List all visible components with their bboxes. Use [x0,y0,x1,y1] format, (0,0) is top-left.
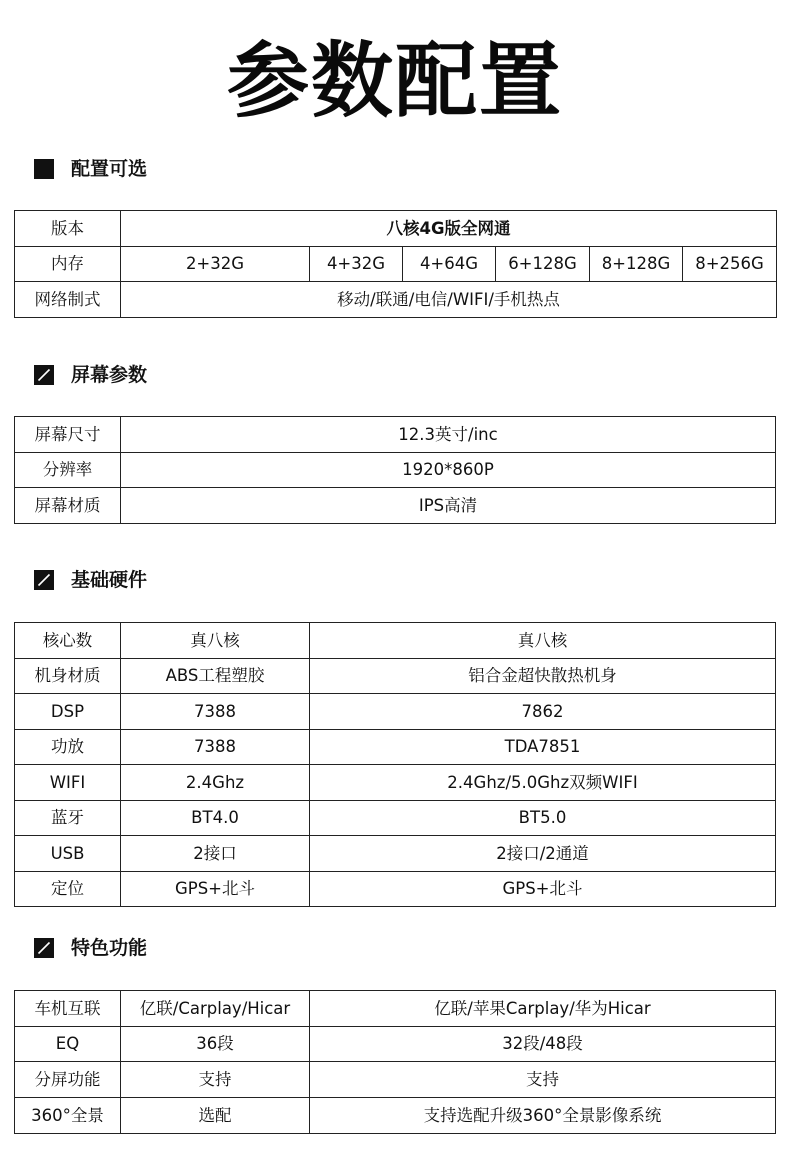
premium-value: 2接口/2通道 [310,836,776,872]
memory-option: 4+32G [310,247,403,282]
premium-value: 7862 [310,694,776,730]
hardware-table [14,622,776,907]
network-label: 网络制式 [15,282,121,318]
row-label: 屏幕材质 [15,488,121,524]
memory-option: 6+128G [496,247,590,282]
row-label: EQ [15,1027,121,1062]
premium-value: 亿联/苹果Carplay/华为Hicar [310,991,776,1027]
memory-option: 4+64G [403,247,496,282]
table-row [15,623,776,659]
premium-value: 2.4Ghz/5.0Ghz双频WIFI [310,765,776,801]
row-label: USB [15,836,121,872]
version-value: 八核4G版全网通 [121,211,777,247]
table-row [15,453,776,488]
section-heading-config-label: 配置可选 [71,158,148,180]
table-row [15,872,776,907]
table-row [15,1027,776,1062]
table-row [15,730,776,765]
row-label: DSP [15,694,121,730]
table-row [15,211,777,247]
row-label: 功放 [15,730,121,765]
row-label: 车机互联 [15,991,121,1027]
basic-value: ABS工程塑胶 [121,659,310,694]
memory-option: 8+256G [683,247,777,282]
network-value: 移动/联通/电信/WIFI/手机热点 [121,282,777,318]
basic-value: 2接口 [121,836,310,872]
row-value: 1920*860P [121,453,776,488]
basic-value: 支持 [121,1062,310,1098]
version-label: 版本 [15,211,121,247]
row-value: 12.3英寸/inc [121,417,776,453]
features-table [14,990,776,1134]
table-row [15,991,776,1027]
row-label: 屏幕尺寸 [15,417,121,453]
table-row [15,659,776,694]
basic-value: 选配 [121,1098,310,1134]
basic-value: GPS+北斗 [121,872,310,907]
row-label: 蓝牙 [15,801,121,836]
table-row [15,247,777,282]
basic-value: 36段 [121,1027,310,1062]
row-label: WIFI [15,765,121,801]
row-label: 核心数 [15,623,121,659]
section-heading-hardware-label: 基础硬件 [71,569,148,591]
memory-label: 内存 [15,247,121,282]
screen-table [14,416,776,524]
table-row [15,801,776,836]
basic-value: 7388 [121,730,310,765]
slashed-square-icon [34,570,54,590]
memory-option: 8+128G [590,247,683,282]
basic-value: 2.4Ghz [121,765,310,801]
premium-value: 铝合金超快散热机身 [310,659,776,694]
premium-value: BT5.0 [310,801,776,836]
table-row [15,1062,776,1098]
premium-value: GPS+北斗 [310,872,776,907]
filled-square-icon [34,159,54,179]
premium-value: TDA7851 [310,730,776,765]
premium-value: 真八核 [310,623,776,659]
section-heading-config [34,157,147,181]
premium-value: 支持 [310,1062,776,1098]
row-value: IPS高清 [121,488,776,524]
table-row [15,488,776,524]
section-heading-features [34,936,147,960]
table-row [15,765,776,801]
table-row [15,1098,776,1134]
row-label: 360°全景 [15,1098,121,1134]
slashed-square-icon [34,938,54,958]
basic-value: 真八核 [121,623,310,659]
section-heading-features-label: 特色功能 [71,937,148,959]
section-heading-hardware [34,568,147,592]
basic-value: 7388 [121,694,310,730]
slashed-square-icon [34,365,54,385]
premium-value: 支持选配升级360°全景影像系统 [310,1098,776,1134]
premium-value: 32段/48段 [310,1027,776,1062]
section-heading-screen [34,363,147,387]
row-label: 分屏功能 [15,1062,121,1098]
row-label: 机身材质 [15,659,121,694]
page-title: 参数配置 [226,34,563,129]
memory-option: 2+32G [121,247,310,282]
table-row [15,836,776,872]
basic-value: 亿联/Carplay/Hicar [121,991,310,1027]
section-heading-screen-label: 屏幕参数 [71,364,148,386]
row-label: 分辨率 [15,453,121,488]
table-row [15,417,776,453]
row-label: 定位 [15,872,121,907]
config-table [14,210,777,318]
table-row [15,282,777,318]
basic-value: BT4.0 [121,801,310,836]
table-row [15,694,776,730]
